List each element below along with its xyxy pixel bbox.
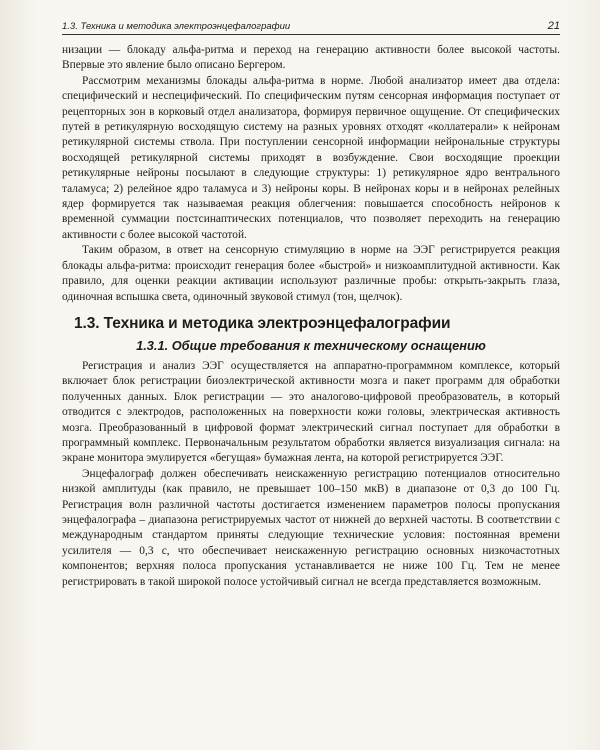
running-title: 1.3. Техника и методика электроэнцефалографии <box>62 21 291 32</box>
paragraph-registration: Регистрация и анализ ЭЭГ осуществляется на аппаратно-программном комплексе, который включает блок регистрации биоэлектрической активности мозга и пакет программ для обработки полученных данных. Блок регистрации — это аналогово-цифровой преобразователь, в который отводится с электродов, расположенных на поверхности кожи головы, электрическая активность мозга. Преобразованный в цифровой формат электрический сигнал поступает для обработки в программный комплекс. Первоначальным результатом обработки является визуализация сигнала: на экране монитора эмулируется «бегущая» бумажная лента, на которой регистрируется ЭЭГ. <box>62 359 560 465</box>
page-number: 21 <box>547 20 560 32</box>
paragraph-summary: Таким образом, в ответ на сенсорную стимуляцию в норме на ЭЭГ регистрируется реакция блокады альфа-ритма: происходит генерация более «быстрой» и низкоамплитудной активности. Как правило, для оценки реакции активации используют различные пробы: открыть-закрыть глаза, одиночная вспышка света, одиночный звуковой стимул (тон, щелчок). <box>62 244 560 303</box>
section-heading: 1.3. Техника и методика электроэнцефалографии <box>74 314 451 332</box>
subsection-heading: 1.3.1. Общие требования к техническому оснащению <box>136 337 486 353</box>
running-header <box>62 16 560 35</box>
paragraph-encephalograph: Энцефалограф должен обеспечивать неискаженную регистрацию потенциалов относительно низкой амплитуды (как правило, не превышает 100–150 мкВ) в диапазоне от 0,3 до 100 Гц. Регистрация волн различной частоты достигается изменением параметров полосы пропускания энцефалографа – диапазона регистрируемых частот от нижней до верхней частоты. В соответствии с международным стандартом приняты следующие технические условия: постоянная времени усилителя — 0,3 с, что обеспечивает неискаженную регистрацию основных низкочастотных компонентов; верхняя полоса пропускания устанавливается не ниже 100 Гц. Тем не менее регистрировать в такой широкой полосе устойчивый сигнал не всегда представляется возможным. <box>62 467 560 588</box>
paragraph-alpha-mechanisms: Рассмотрим механизмы блокады альфа-ритма в норме. Любой анализатор имеет два отдела: специфический и неспецифический. По специфическим путям сенсорная информация поступает от рецепторных зон в корковый отдел анализатора, формируя первичное ощущение. От специфических путей в ретикулярную восходящую систему на разных уровнях отходят «коллатерали» к нейронам ретикулярной системы ствола. При поступлении сенсорной информации нейрональные структуры восходящей ретикулярной системы приходят в возбуждение. Свои восходящие проекции ретикулярные нейроны посылают в следующие структуры: 1) ретикулярное ядро вентрального таламуса; 2) релейное ядро таламуса и 3) нейроны коры. В нейронах коры и в нейронах релейных ядер формируется так называемая реакция облегчения: повышается способность нейронов к временной суммации постсинаптических потенциалов, что позволяет переходить на генерацию активности с более высокой частотой. <box>62 74 560 241</box>
paragraph-continuation: низации — блокаду альфа-ритма и переход на генерацию активности более высокой частоты. Впервые это явление было описано Бергером. <box>62 44 560 72</box>
